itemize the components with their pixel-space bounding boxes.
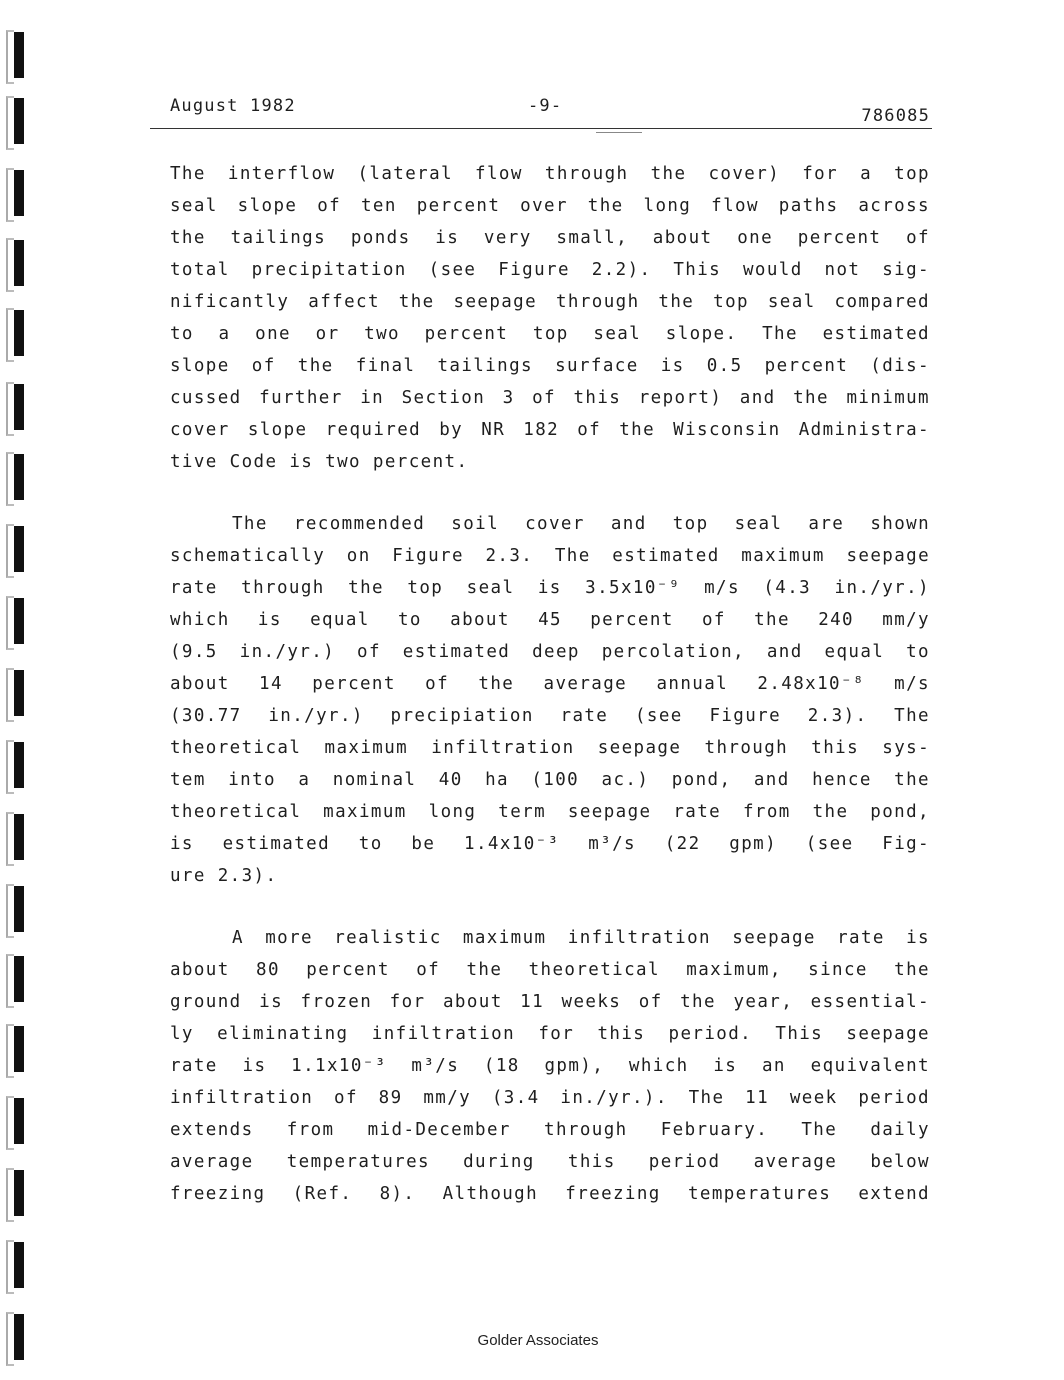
binder-hole xyxy=(6,1096,26,1146)
binder-hole-shadow xyxy=(14,310,24,356)
text-line: to a one or two percent top seal slope. The estimated xyxy=(170,324,930,344)
binder-hole-outline xyxy=(6,452,14,506)
binder-hole-outline xyxy=(6,168,14,222)
text-line: about 80 percent of the theoretical maximum, since the xyxy=(170,960,930,980)
text-line: is estimated to be 1.4x10⁻³ m³/s (22 gpm) (see Fig- xyxy=(170,834,930,854)
binder-hole xyxy=(6,452,26,502)
document-body xyxy=(170,158,930,1240)
binder-hole-outline xyxy=(6,238,14,292)
header-rule xyxy=(150,128,932,129)
text-line: The recommended soil cover and top seal are shown xyxy=(232,514,930,534)
text-line: total precipitation (see Figure 2.2). This would not sig- xyxy=(170,260,930,280)
binder-hole-outline xyxy=(6,596,14,650)
text-line: ly eliminating infiltration for this period. This seepage xyxy=(170,1024,930,1044)
binder-hole xyxy=(6,524,26,574)
text-line: ground is frozen for about 11 weeks of the year, essential- xyxy=(170,992,930,1012)
binder-hole-outline xyxy=(6,740,14,794)
binder-hole-shadow xyxy=(14,1170,24,1216)
binder-hole xyxy=(6,1024,26,1074)
binder-hole xyxy=(6,1240,26,1290)
text-line: schematically on Figure 2.3. The estimated maximum seepage xyxy=(170,546,930,566)
text-line: (9.5 in./yr.) of estimated deep percolation, and equal to xyxy=(170,642,930,662)
header-document-number: 786085 xyxy=(861,106,930,126)
binder-hole-outline xyxy=(6,96,14,150)
binder-hole-shadow xyxy=(14,526,24,572)
text-line: nificantly affect the seepage through the top seal compared xyxy=(170,292,930,312)
paragraph xyxy=(170,158,930,478)
binder-hole xyxy=(6,668,26,718)
binder-hole-shadow xyxy=(14,956,24,1002)
binder-hole-outline xyxy=(6,1024,14,1078)
binder-hole-shadow xyxy=(14,742,24,788)
binder-hole-outline xyxy=(6,30,14,84)
text-line: theoretical maximum long term seepage rate from the pond, xyxy=(170,802,930,822)
text-line: A more realistic maximum infiltration seepage rate is xyxy=(232,928,930,948)
binder-hole-outline xyxy=(6,1096,14,1150)
binder-hole-shadow xyxy=(14,1098,24,1144)
binder-hole-outline xyxy=(6,812,14,866)
text-line: The interflow (lateral flow through the cover) for a top xyxy=(170,164,930,184)
page-header xyxy=(150,96,930,128)
binder-hole xyxy=(6,238,26,288)
text-line: tive Code is two percent. xyxy=(170,452,469,472)
binder-hole-shadow xyxy=(14,32,24,78)
text-line: cussed further in Section 3 of this report) and the minimum xyxy=(170,388,930,408)
binder-hole xyxy=(6,954,26,1004)
text-line: slope of the final tailings surface is 0.5 percent (dis- xyxy=(170,356,930,376)
binder-hole-shadow xyxy=(14,1026,24,1072)
header-date: August 1982 xyxy=(170,96,296,116)
binder-hole-shadow xyxy=(14,598,24,644)
text-line: average temperatures during this period average below xyxy=(170,1152,930,1172)
binder-hole xyxy=(6,308,26,358)
text-line: cover slope required by NR 182 of the Wisconsin Administra- xyxy=(170,420,930,440)
text-line: seal slope of ten percent over the long flow paths across xyxy=(170,196,930,216)
binder-hole-shadow xyxy=(14,670,24,716)
binder-hole-strip xyxy=(0,0,46,1380)
binder-hole xyxy=(6,30,26,80)
text-line: the tailings ponds is very small, about one percent of xyxy=(170,228,930,248)
paragraph xyxy=(170,922,930,1210)
binder-hole xyxy=(6,382,26,432)
binder-hole-outline xyxy=(6,308,14,362)
binder-hole-shadow xyxy=(14,170,24,216)
binder-hole-shadow xyxy=(14,384,24,430)
binder-hole xyxy=(6,812,26,862)
binder-hole-outline xyxy=(6,382,14,436)
text-line: rate through the top seal is 3.5x10⁻⁹ m/s (4.3 in./yr.) xyxy=(170,578,930,598)
text-line: theoretical maximum infiltration seepage through this sys- xyxy=(170,738,930,758)
binder-hole-shadow xyxy=(14,98,24,144)
scan-smudge xyxy=(596,132,642,133)
binder-hole-outline xyxy=(6,524,14,578)
text-line: (30.77 in./yr.) precipiation rate (see Figure 2.3). The xyxy=(170,706,930,726)
binder-hole-shadow xyxy=(14,814,24,860)
binder-hole-shadow xyxy=(14,886,24,932)
binder-hole-outline xyxy=(6,1168,14,1222)
binder-hole-outline xyxy=(6,1240,14,1294)
binder-hole-shadow xyxy=(14,1242,24,1288)
binder-hole xyxy=(6,596,26,646)
binder-hole-outline xyxy=(6,954,14,1008)
text-line: ure 2.3). xyxy=(170,866,278,886)
binder-hole xyxy=(6,168,26,218)
binder-hole xyxy=(6,1168,26,1218)
binder-hole xyxy=(6,96,26,146)
text-line: infiltration of 89 mm/y (3.4 in./yr.). The 11 week period xyxy=(170,1088,930,1108)
text-line: tem into a nominal 40 ha (100 ac.) pond, and hence the xyxy=(170,770,930,790)
text-line: rate is 1.1x10⁻³ m³/s (18 gpm), which is an equivalent xyxy=(170,1056,930,1076)
binder-hole-shadow xyxy=(14,240,24,286)
page-footer: Golder Associates xyxy=(477,1332,599,1349)
binder-hole xyxy=(6,884,26,934)
paragraph xyxy=(170,508,930,892)
binder-hole-shadow xyxy=(14,454,24,500)
text-line: freezing (Ref. 8). Although freezing temperatures extend xyxy=(170,1184,930,1204)
binder-hole xyxy=(6,740,26,790)
text-line: which is equal to about 45 percent of the 240 mm/y xyxy=(170,610,930,630)
binder-hole-outline xyxy=(6,884,14,938)
binder-hole-outline xyxy=(6,668,14,722)
text-line: about 14 percent of the average annual 2.48x10⁻⁸ m/s xyxy=(170,674,930,694)
text-line: extends from mid-December through February. The daily xyxy=(170,1120,930,1140)
header-page-number: -9- xyxy=(528,96,563,116)
